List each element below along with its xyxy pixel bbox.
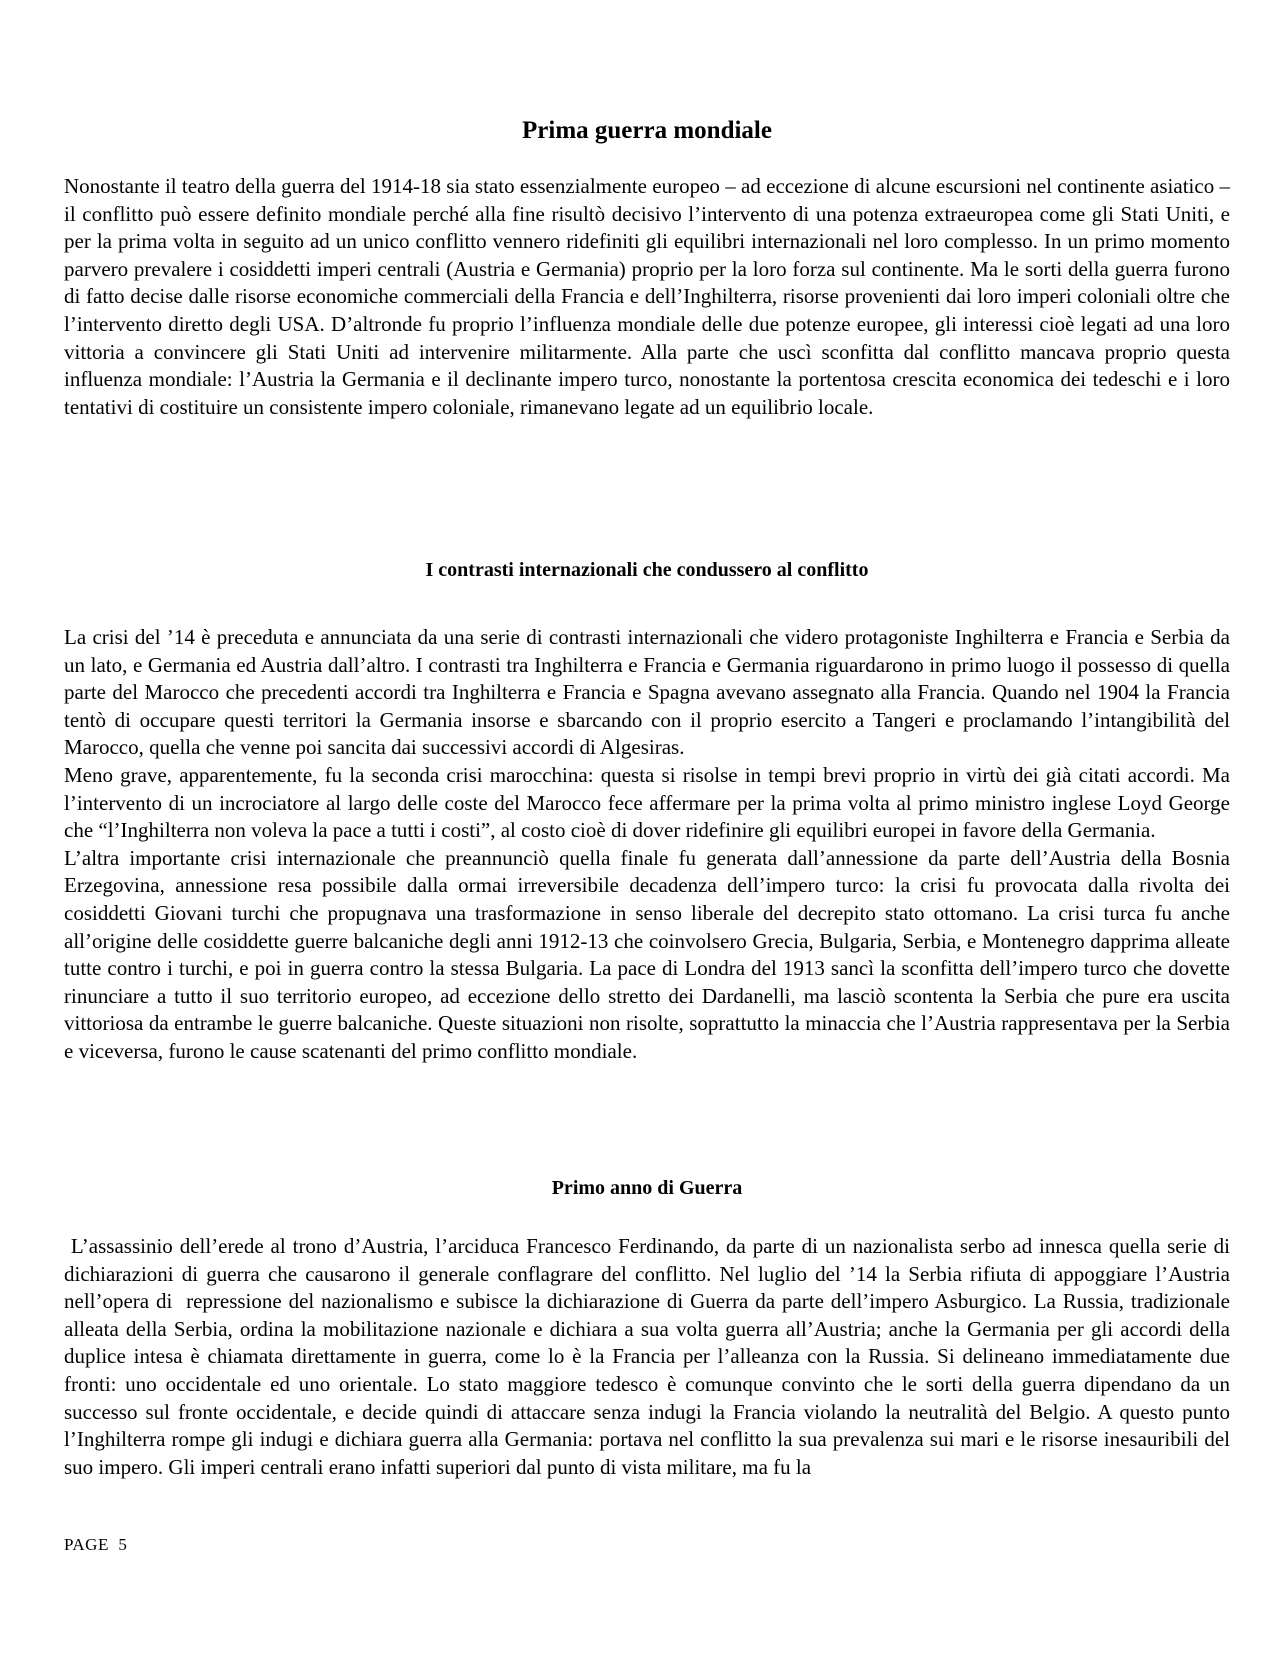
paragraph: L’altra importante crisi internazionale che preannunciò quella finale fu generata dall’annessione da parte dell’Austria della Bosnia Erzegovina, annessione resa possibile dalla ormai irreversibile decadenza dell’impero turco: la crisi fu provocata dalla rivolta dei cosiddetti Giovani turchi che propugnava una trasformazione in senso liberale del decrepito stato ottomano. La crisi turca fu anche all’origine delle cosiddette guerre balcaniche degli anni 1912-13 che coinvolsero Grecia, Bulgaria, Serbia, e Montenegro dapprima alleate tutte contro i turchi, e poi in guerra contro la stessa Bulgaria. La pace di Londra del 1913 sancì la sconfitta dell’impero turco che dovette rinunciare a tutto il suo territorio europeo, ad eccezione dello stretto dei Dardanelli, ma lasciò scontenta la Serbia che pure era uscita vittoriosa da entrambe le guerre balcaniche. Queste situazioni non risolte, soprattutto la minaccia che l’Austria rappresentava per la Serbia e viceversa, furono le cause scatenanti del primo conflitto mondiale. [64, 845, 1230, 1063]
document-page [64, 0, 1236, 1656]
page-number: PAGE 5 [64, 1535, 128, 1554]
page-title: Prima guerra mondiale [522, 117, 772, 144]
intro-section [64, 173, 1230, 421]
paragraph: Meno grave, apparentemente, fu la seconda crisi marocchina: questa si risolse in tempi brevi proprio in virtù dei già citati accordi. Ma l’intervento di un incrociatore al largo delle coste del Marocco fece affermare per la prima volta al primo ministro inglese Loyd George che “l’Inghilterra non voleva la pace a tutti i costi”, al costo cioè di dover ridefinire gli equilibri europei in favore della Germania. [64, 762, 1230, 843]
paragraph: L’assassinio dell’erede al trono d’Austria, l’arciduca Francesco Ferdinando, da parte di un nazionalista serbo ad innesca quella serie di dichiarazioni di guerra che causarono il generale conflagrare del conflitto. Nel luglio del ’14 la Serbia rifiuta di appoggiare l’Austria nell’opera di repressione del nazionalismo e subisce la dichiarazione di Guerra da parte dell’impero Asburgico. La Russia, tradizionale alleata della Serbia, ordina la mobilitazione nazionale e dichiara a sua volta guerra all’Austria; anche la Germania per gli accordi della duplice intesa è chiamata direttamente in guerra, come lo è la Francia per l’alleanza con la Russia. Si delineano immediatamente due fronti: uno occidentale ed uno orientale. Lo stato maggiore tedesco è comunque convinto che le sorti della guerra dipendano da un successo sul fronte occidentale, e decide quindi di attaccare senza indugi la Francia violando la neutralità del Belgio. A questo punto l’Inghilterra rompe gli indugi e dichiara guerra alla Germania: portava nel conflitto la sua prevalenza sui mari e le risorse inesauribili del suo impero. Gli imperi centrali erano infatti superiori dal punto di vista militare, ma fu la [64, 1234, 1236, 1479]
section-primo-anno [64, 1233, 1236, 1481]
intro-paragraph: Nonostante il teatro della guerra del 1914-18 sia stato essenzialmente europeo – ad eccezione di alcune escursioni nel continente asiatico – il conflitto può essere definito mondiale perché alla fine risultò decisivo l’intervento di una potenza extraeuropea come gli Stati Uniti, e per la prima volta in seguito ad un unico conflitto vennero ridefiniti gli equilibri internazionali nel loro complesso. In un primo momento parvero prevalere i cosiddetti imperi centrali (Austria e Germania) proprio per la loro forza sul continente. Ma le sorti della guerra furono di fatto decise dalle risorse economiche commerciali della Francia e dell’Inghilterra, risorse provenienti dai loro imperi coloniali oltre che l’intervento diretto degli USA. D’altronde fu proprio l’influenza mondiale delle due potenze europee, gli interessi cioè legati ad una loro vittoria a convincere gli Stati Uniti ad intervenire militarmente. Alla parte che uscì sconfitta dal conflitto mancava proprio questa influenza mondiale: l’Austria la Germania e il declinante impero turco, nonostante la portentosa crescita economica dei tedeschi e i loro tentativi di costituire un consistente impero coloniale, rimanevano legate ad un equilibrio locale. [64, 174, 1230, 419]
section-heading-primo-anno: Primo anno di Guerra [551, 1177, 743, 1199]
section-heading-contrasti: I contrasti internazionali che condussero al conflitto [425, 559, 869, 581]
section-contrasti [64, 624, 1230, 1066]
paragraph: La crisi del ’14 è preceduta e annunciata da una serie di contrasti internazionali che videro protagoniste Inghilterra e Francia e Serbia da un lato, e Germania ed Austria dall’altro. I contrasti tra Inghilterra e Francia e Germania riguardarono in primo luogo il possesso di quella parte del Marocco che precedenti accordi tra Inghilterra e Francia e Spagna avevano assegnato alla Francia. Quando nel 1904 la Francia tentò di occupare questi territori la Germania insorse e sbarcando con il proprio esercito a Tangeri e proclamando l’intangibilità del Marocco, quella che venne poi sancita dai successivi accordi di Algesiras. [64, 625, 1230, 760]
